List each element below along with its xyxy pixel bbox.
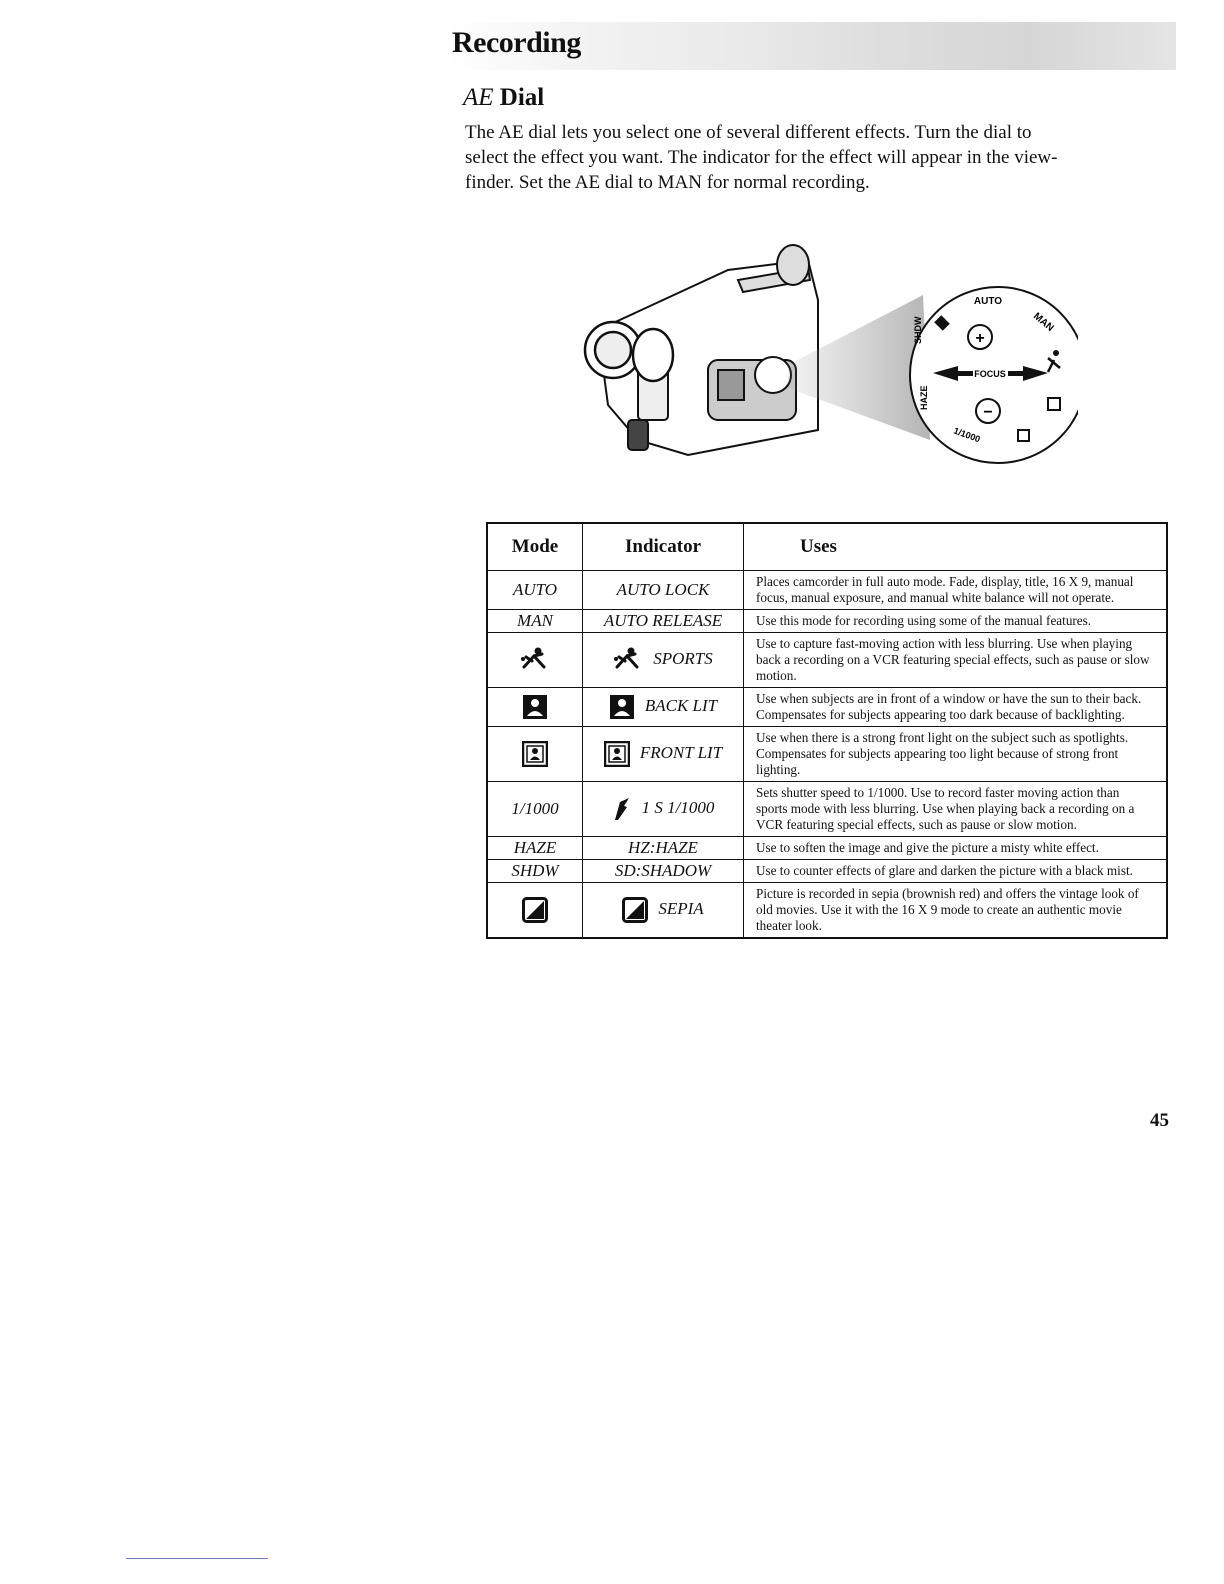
uses-cell: Use this mode for recording using some of the manual features.	[744, 610, 1168, 633]
table-header-row	[487, 523, 1167, 571]
table-row	[487, 727, 1167, 782]
sepia-icon	[522, 897, 548, 923]
indicator-label: SPORTS	[653, 648, 713, 668]
indicator-cell	[583, 727, 744, 782]
frontlit-icon	[522, 741, 548, 767]
indicator-label: HZ:HAZE	[628, 838, 698, 857]
dial-plus-label: +	[975, 330, 985, 347]
dial-shutter-label: 1/1000	[952, 425, 982, 445]
mode-cell	[487, 688, 583, 727]
uses-cell: Sets shutter speed to 1/1000. Use to record faster moving action than sports mode with less blurring. Use when playing back a recording on a VCR featuring special effects, such as pause or slow motion.	[744, 782, 1168, 837]
mode-cell	[487, 860, 583, 883]
column-header-mode: Mode	[487, 523, 583, 571]
page-number: 45	[1150, 1110, 1169, 1131]
mode-cell	[487, 727, 583, 782]
uses-cell: Use to soften the image and give the picture a misty white effect.	[744, 837, 1168, 860]
indicator-label: SEPIA	[658, 898, 704, 918]
indicator-label: FRONT LIT	[639, 742, 723, 762]
indicator-cell	[583, 837, 744, 860]
subheading-prefix: AE	[463, 84, 494, 111]
table-row	[487, 782, 1167, 837]
uses-cell: Use when subjects are in front of a window or have the sun to their back. Compensates for subjects appearing too dark because of backlighting.	[744, 688, 1168, 727]
column-header-uses: Uses	[744, 523, 1168, 571]
intro-line: select the effect you want. The indicator for the effect will appear in the view-	[465, 147, 1058, 168]
mode-cell	[487, 782, 583, 837]
indicator-label: SD:SHADOW	[614, 861, 712, 880]
mode-cell	[487, 633, 583, 688]
table-row	[487, 837, 1167, 860]
uses-cell: Places camcorder in full auto mode. Fade, display, title, 16 X 9, manual focus, manual exposure, and manual white balance will not operate.	[744, 571, 1168, 610]
sports-icon	[613, 647, 643, 673]
table-row	[487, 860, 1167, 883]
uses-cell: Use when there is a strong front light on the subject such as spotlights. Compensates for subjects appearing too light because of strong front lighting.	[744, 727, 1168, 782]
indicator-label: 1 S 1/1000	[641, 797, 715, 817]
mode-label: HAZE	[513, 838, 557, 857]
indicator-cell	[583, 610, 744, 633]
frontlit-icon	[604, 741, 630, 767]
subheading	[463, 84, 544, 112]
column-header-indicator: Indicator	[583, 523, 744, 571]
intro-line: finder. Set the AE dial to MAN for normal recording.	[465, 172, 870, 193]
mode-label: SHDW	[511, 861, 559, 880]
uses-cell: Use to capture fast-moving action with less blurring. Use when playing back a recording on a VCR featuring special effects, such as pause or slow motion.	[744, 633, 1168, 688]
table-row	[487, 633, 1167, 688]
subheading-suffix: Dial	[493, 84, 545, 111]
mode-cell	[487, 571, 583, 610]
sports-icon	[520, 647, 550, 673]
dial-auto-label: AUTO	[973, 296, 1003, 307]
indicator-cell	[583, 571, 744, 610]
shutter-icon	[612, 796, 632, 822]
table-body	[487, 571, 1167, 939]
mode-label: 1/1000	[511, 799, 559, 818]
intro-paragraph	[465, 120, 1095, 195]
camcorder-illustration	[578, 240, 1078, 470]
indicator-cell	[583, 633, 744, 688]
mode-cell	[487, 837, 583, 860]
ae-dial	[910, 287, 1078, 463]
uses-cell: Picture is recorded in sepia (brownish red) and offers the vintage look of old movies. Use it with the 16 X 9 mode to create an authentic movie theater look.	[744, 883, 1168, 939]
footer-rule	[126, 1558, 268, 1559]
indicator-cell	[583, 860, 744, 883]
dial-haze-label: HAZE	[919, 385, 929, 410]
indicator-label: AUTO RELEASE	[603, 611, 723, 630]
table-row	[487, 688, 1167, 727]
mode-cell	[487, 883, 583, 939]
camera-lens	[585, 322, 673, 381]
section-title: Recording	[452, 26, 581, 59]
intro-line: The AE dial lets you select one of several different effects. Turn the dial to	[465, 122, 1032, 143]
indicator-label: AUTO LOCK	[616, 580, 710, 599]
indicator-cell	[583, 782, 744, 837]
indicator-label: BACK LIT	[644, 695, 718, 715]
table-row	[487, 883, 1167, 939]
dial-minus-label: −	[983, 404, 993, 421]
table-row	[487, 571, 1167, 610]
dial-focus-label: FOCUS	[974, 369, 1006, 379]
dial-shdw-label: SHDW	[913, 316, 923, 344]
ae-mode-table	[486, 522, 1168, 939]
sepia-icon	[622, 897, 648, 923]
indicator-cell	[583, 688, 744, 727]
backlit-icon	[609, 694, 635, 720]
mode-label: AUTO	[512, 580, 558, 599]
table-row	[487, 610, 1167, 633]
uses-cell: Use to counter effects of glare and darken the picture with a black mist.	[744, 860, 1168, 883]
mode-label: MAN	[517, 611, 553, 630]
mode-cell	[487, 610, 583, 633]
backlit-icon	[522, 694, 548, 720]
dial-man-label: MAN	[1031, 310, 1056, 334]
indicator-cell	[583, 883, 744, 939]
